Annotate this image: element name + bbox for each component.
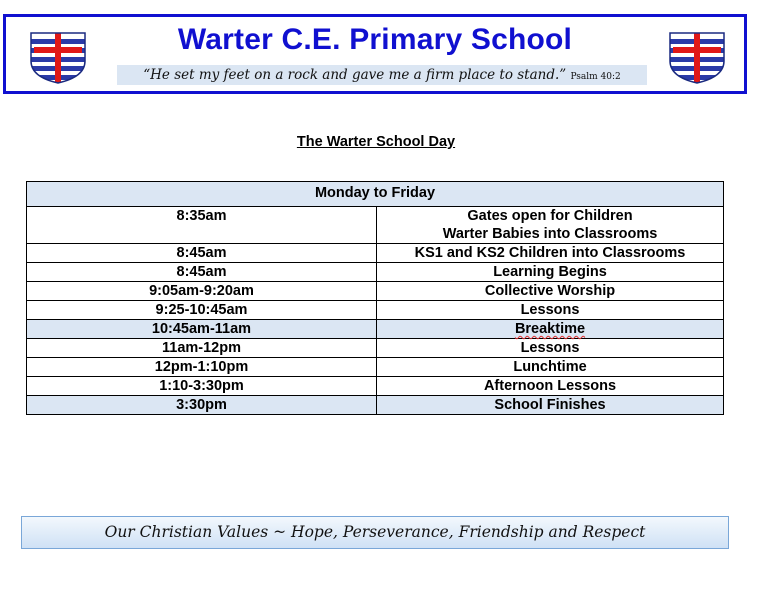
time-cell: 3:30pm bbox=[27, 396, 377, 415]
time-cell: 9:05am-9:20am bbox=[27, 282, 377, 301]
time-cell: 10:45am-11am bbox=[27, 320, 377, 339]
table-row bbox=[27, 282, 724, 301]
table-row bbox=[27, 377, 724, 396]
table-row bbox=[27, 263, 724, 282]
motto-reference: Psalm 40:2 bbox=[570, 72, 621, 82]
christian-values-banner: Our Christian Values ~ Hope, Perseverance, Friendship and Respect bbox=[21, 516, 729, 549]
time-cell: 8:45am bbox=[27, 244, 377, 263]
activity-cell: Learning Begins bbox=[377, 263, 724, 282]
table-row bbox=[27, 320, 724, 339]
time-cell: 1:10-3:30pm bbox=[27, 377, 377, 396]
activity-cell bbox=[377, 207, 724, 244]
table-row bbox=[27, 396, 724, 415]
time-cell: 9:25-10:45am bbox=[27, 301, 377, 320]
table-header-row bbox=[27, 182, 724, 207]
school-crest-icon bbox=[667, 31, 727, 85]
time-cell: 8:35am bbox=[27, 207, 377, 244]
activity-cell: Lunchtime bbox=[377, 358, 724, 377]
activity-line: Warter Babies into Classrooms bbox=[442, 226, 658, 242]
schedule-table bbox=[26, 181, 724, 415]
activity-text: Breaktime bbox=[514, 321, 586, 337]
time-cell: 11am-12pm bbox=[27, 339, 377, 358]
schedule-heading: The Warter School Day bbox=[296, 134, 456, 150]
table-header: Monday to Friday bbox=[27, 182, 724, 207]
table-row bbox=[27, 207, 724, 244]
activity-cell bbox=[377, 320, 724, 339]
time-cell: 8:45am bbox=[27, 263, 377, 282]
table-row bbox=[27, 339, 724, 358]
school-header bbox=[3, 14, 747, 94]
activity-cell: Lessons bbox=[377, 339, 724, 358]
activity-cell: Afternoon Lessons bbox=[377, 377, 724, 396]
table-row bbox=[27, 301, 724, 320]
activity-line: Gates open for Children bbox=[467, 208, 633, 224]
page-title: Warter C.E. Primary School bbox=[177, 23, 573, 56]
table-row bbox=[27, 358, 724, 377]
activity-cell: KS1 and KS2 Children into Classrooms bbox=[377, 244, 724, 263]
table-row bbox=[27, 244, 724, 263]
activity-cell: School Finishes bbox=[377, 396, 724, 415]
school-motto bbox=[117, 65, 647, 85]
time-cell: 12pm-1:10pm bbox=[27, 358, 377, 377]
motto-text: “He set my feet on a rock and gave me a firm place to stand.” bbox=[143, 67, 567, 83]
activity-cell: Lessons bbox=[377, 301, 724, 320]
activity-cell: Collective Worship bbox=[377, 282, 724, 301]
